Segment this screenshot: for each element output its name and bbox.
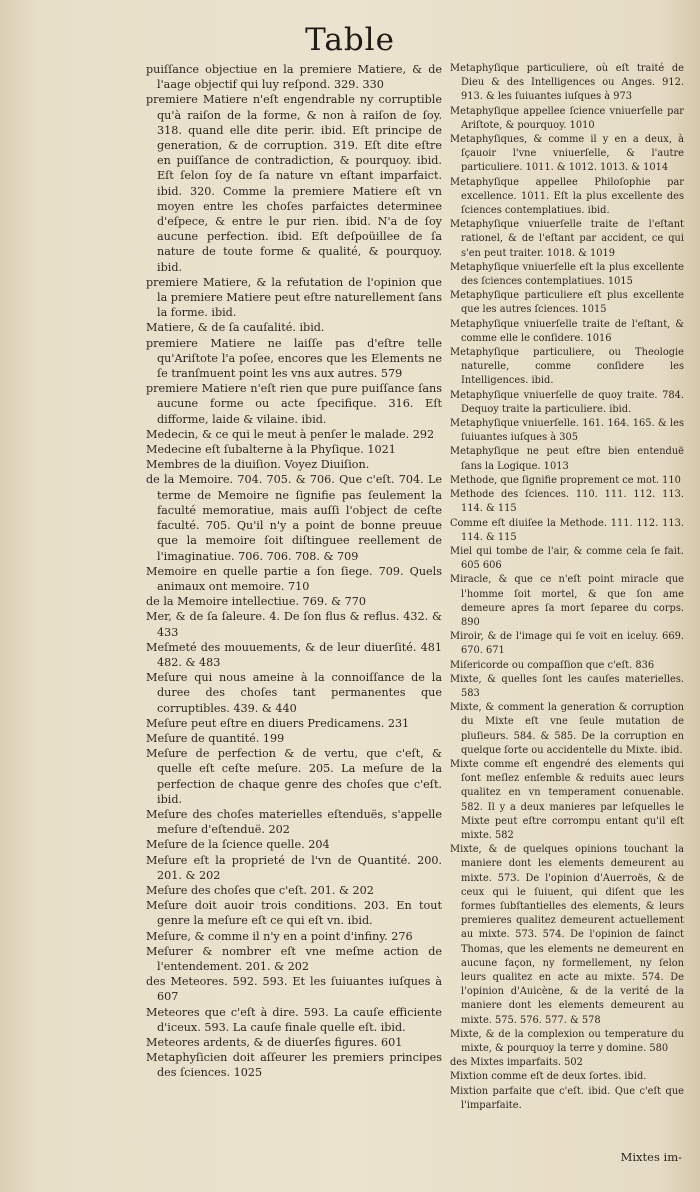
index-entry: Miroir, & de l'image qui ſe voit en iceluy. 669. 670. 671 bbox=[450, 631, 684, 657]
index-entry: Metaphyſique vniuerſelle. 161. 164. 165. & les ſuiuantes iuſques à 305 bbox=[450, 418, 684, 444]
index-entry: Metaphyſique particuliere eſt plus excellente que les autres ſciences. 1015 bbox=[450, 290, 684, 316]
index-entry: Metaphyſique vniuerſelle de quoy traite. 784. Dequoy traite la particuliere. ibid. bbox=[450, 389, 684, 415]
index-entry: Matiere, & de ſa cauſalité. ibid. bbox=[146, 321, 325, 335]
index-entry: Metaphyſicien doit aſſeurer les premiers principes des ſciences. 1025 bbox=[146, 1051, 442, 1080]
index-entry: de la Memoire intellectiue. 769. & 770 bbox=[146, 595, 366, 609]
index-entry: Mixte, & de la complexion ou temperature du mixte, & pourquoy la terre y domine. 580 bbox=[450, 1028, 684, 1055]
index-entry: Methode des ſciences. 110. 111. 112. 113. 114. & 115 bbox=[450, 489, 684, 515]
index-entry: Metaphyſique vniuerſelle eſt la plus excellente des ſciences contemplatiues. 1015 bbox=[450, 261, 684, 288]
index-entry: Metaphyſiques, & comme il y en a deux, à ſçauoir l'vne vniuerſelle, & l'autre particuliere. 1011. & 1012. 1013. & 1014 bbox=[450, 134, 684, 174]
catchword: Mixtes im- bbox=[620, 1150, 682, 1164]
index-entry: puiſſance objectiue en la premiere Matiere, & de l'aage objectif qui luy reſpond. 329. 330 bbox=[146, 63, 442, 92]
index-entry: Metaphyſique appellee Philoſophie par excellence. 1011. Eſt la plus excellente des ſciences contemplatiues. ibid. bbox=[450, 176, 684, 217]
index-entry: Meſure de perfection & de vertu, que c'eſt, & quelle eſt ceſte meſure. 205. La meſure de la perfection de chaque genre des choſes que c'eſt. ibid. bbox=[146, 747, 442, 806]
index-entry: Metaphyſique ne peut eſtre bien entenduë ſans la Logique. 1013 bbox=[450, 446, 684, 472]
index-entry: premiere Matiere n'eſt engendrable ny corruptible qu'à raiſon de la forme, & non à raiſon de ſoy. 318. quand elle dite perir. ibid. Eſt principe de generation, & de corruption. 319. Eſt dite eſtre en puiſſance de contradiction, & pourquoy. ibid. Eſt ſelon ſoy de ſa nature vn eſtant imparfaict. ibid. 320. Comme la premiere Matiere eſt vn moyen entre les choſes parfaictes determinee d'eſpece, & entre le pur rien. ibid. N'a de ſoy aucune perfection. ibid. Eſt deſpoüillee de ſa nature de toute forme & qualité, & pourquoy. ibid. bbox=[146, 93, 442, 274]
index-entry: Meſmeté des mouuements, & de leur diuerſité. 481 482. & 483 bbox=[146, 640, 442, 669]
index-entry: Miel qui tombe de l'air, & comme cela ſe fait. 605 606 bbox=[450, 545, 684, 572]
index-entry: Mer, & de ſa ſaleure. 4. De ſon flus & reflus. 432. & 433 bbox=[146, 610, 442, 639]
index-entry: de la Memoire. 704. 705. & 706. Que c'eſt. 704. Le terme de Memoire ne ſignifie pas ſeulement la faculté memoratiue, mais auſſi l'object de ceſte faculté. 705. Qu'il n'y a point de bonne preuue que la memoire ſoit diſtinguee reellement de l'imaginatiue. 706. 706. 708. & 709 bbox=[146, 473, 442, 563]
index-entry: Meſure eſt la proprieté de l'vn de Quantité. 200. 201. & 202 bbox=[146, 853, 442, 882]
index-entry: Mixte, & quelles ſont les cauſes materielles. 583 bbox=[450, 673, 684, 699]
index-entry: Medecine eſt ſubalterne à la Phyſique. 1021 bbox=[146, 443, 396, 457]
index-entry: Meteores ardents, & de diuerſes figures. 601 bbox=[146, 1036, 403, 1049]
index-entry: Mixte, & comment la generation & corruption du Mixte eſt vne ſeule mutation de pluſieurs. 584. & 585. De la corruption en quelque ſorte ou accidentelle du Mixte. ibid. bbox=[450, 702, 684, 756]
index-entry: Meſurer & nombrer eſt vne meſme action de l'entendement. 201. & 202 bbox=[146, 944, 442, 973]
index-entry: Miſericorde ou compaſſion que c'eſt. 836 bbox=[450, 659, 655, 671]
index-entry: Mixtion comme eſt de deux ſortes. ibid. bbox=[450, 1071, 647, 1083]
index-entry: Meſure qui nous ameine à la connoiſſance de la duree des choſes tant permanentes que corruptibles. 439. & 440 bbox=[146, 671, 442, 715]
index-entry: premiere Matiere n'eſt rien que pure puiſſance ſans aucune forme ou acte ſpecifique. 316. Eſt difforme, laide & vilaine. ibid. bbox=[146, 382, 442, 426]
index-entry: Metaphyſique vniuerſelle traite de l'eſtant rationel, & de l'eſtant par accident, ce qui s'en peut traiter. 1018. & 1019 bbox=[450, 219, 684, 259]
page-title: Table bbox=[305, 22, 395, 58]
index-column-left bbox=[146, 62, 442, 1081]
index-entry: Methode, que ſignifie proprement ce mot. 110 bbox=[450, 474, 681, 486]
index-entry: Metaphyſique appellee ſcience vniuerſelle par Ariſtote, & pourquoy. 1010 bbox=[450, 105, 684, 131]
index-entry: Memoire en quelle partie a ſon ſiege. 709. Quels animaux ont memoire. 710 bbox=[146, 564, 442, 593]
index-entry: Meſure des choſes que c'eſt. 201. & 202 bbox=[146, 883, 374, 897]
index-entry: Meſure de quantité. 199 bbox=[146, 731, 285, 745]
index-entry: Meſure de la ſcience quelle. 204 bbox=[146, 838, 330, 852]
index-entry: Metaphyſique particuliere, ou Theologie naturelle, comme conſidere les Intelligences. ibid. bbox=[450, 347, 684, 387]
index-column-right bbox=[450, 62, 684, 1113]
index-entry: Metaphyſique vniuerſelle traite de l'eſtant, & comme elle le conſidere. 1016 bbox=[450, 318, 684, 344]
index-entry: Meſure des choſes materielles eſtenduës, s'appelle meſure d'eſtenduë. 202 bbox=[146, 807, 442, 837]
index-entry: Meteores que c'eſt à dire. 593. La cauſe efficiente d'iceux. 593. La cauſe finale quelle eſt. ibid. bbox=[146, 1005, 442, 1034]
index-entry: Mixte, & de quelques opinions touchant la maniere dont les elements demeurent au mixte. 573. De l'opinion d'Auerroës, & de ceux qui le ſuiuent, qui diſent que les formes ſubſtantielles des elements, & leurs premieres qualitez demeurent actuellement au mixte. 573. 574. De l'opinion de ſainct Thomas, que les elements ne demeurent en aucune façon, ny formellement, ny ſelon leurs qualitez en acte au mixte. 574. De l'opinion d'Auicène, & de la verité de la maniere dont les elements demeurent au mixte. 575. 576. 577. & 578 bbox=[450, 844, 684, 1026]
index-entry: Meſure doit auoir trois conditions. 203. En tout genre la meſure eſt ce qui eſt vn. ibid. bbox=[146, 899, 442, 928]
index-entry: premiere Matiere ne laiſſe pas d'eſtre telle qu'Ariſtote l'a poſee, encores que les Elements ne ſe tranſmuent point les vns aux autres. 579 bbox=[146, 336, 442, 381]
index-entry: des Mixtes imparfaits. 502 bbox=[450, 1057, 583, 1069]
index-entry: Miracle, & que ce n'eſt point miracle que l'homme ſoit mortel, & que ſon ame demeure apres ſa mort ſeparee du corps. 890 bbox=[450, 574, 684, 628]
index-entry: Mixtion parfaite que c'eſt. ibid. Que c'eſt que l'imparfaite. bbox=[450, 1085, 684, 1111]
index-entry: des Meteores. 592. 593. Et les ſuiuantes iuſques à 607 bbox=[146, 975, 442, 1004]
index-entry: Comme eſt diuiſee la Methode. 111. 112. 113. 114. & 115 bbox=[450, 517, 684, 543]
index-entry: Membres de la diuiſion. Voyez Diuiſion. bbox=[146, 458, 370, 472]
index-entry: Meſure peut eſtre en diuers Predicamens. 231 bbox=[146, 716, 410, 730]
index-entry: Meſure, & comme il n'y en a point d'infiny. 276 bbox=[146, 929, 413, 943]
index-entry: Medecin, & ce qui le meut à penſer le malade. 292 bbox=[146, 427, 435, 441]
index-entry: premiere Matiere, & la refutation de l'opinion que la premiere Matiere peut eſtre naturellement ſans la forme. ibid. bbox=[146, 275, 442, 320]
index-entry: Metaphyſique particuliere, où eſt traité de Dieu & des Intelligences ou Anges. 912. 913. & les ſuiuantes iuſques à 973 bbox=[450, 63, 684, 103]
index-entry: Mixte comme eſt engendré des elements qui ſont meſlez enſemble & reduits auec leurs qualitez en vn temperament conuenable. 582. Il y a deux manieres par leſquelles le Mixte peut eſtre corrompu entant qu'il eſt mixte. 582 bbox=[450, 758, 684, 841]
